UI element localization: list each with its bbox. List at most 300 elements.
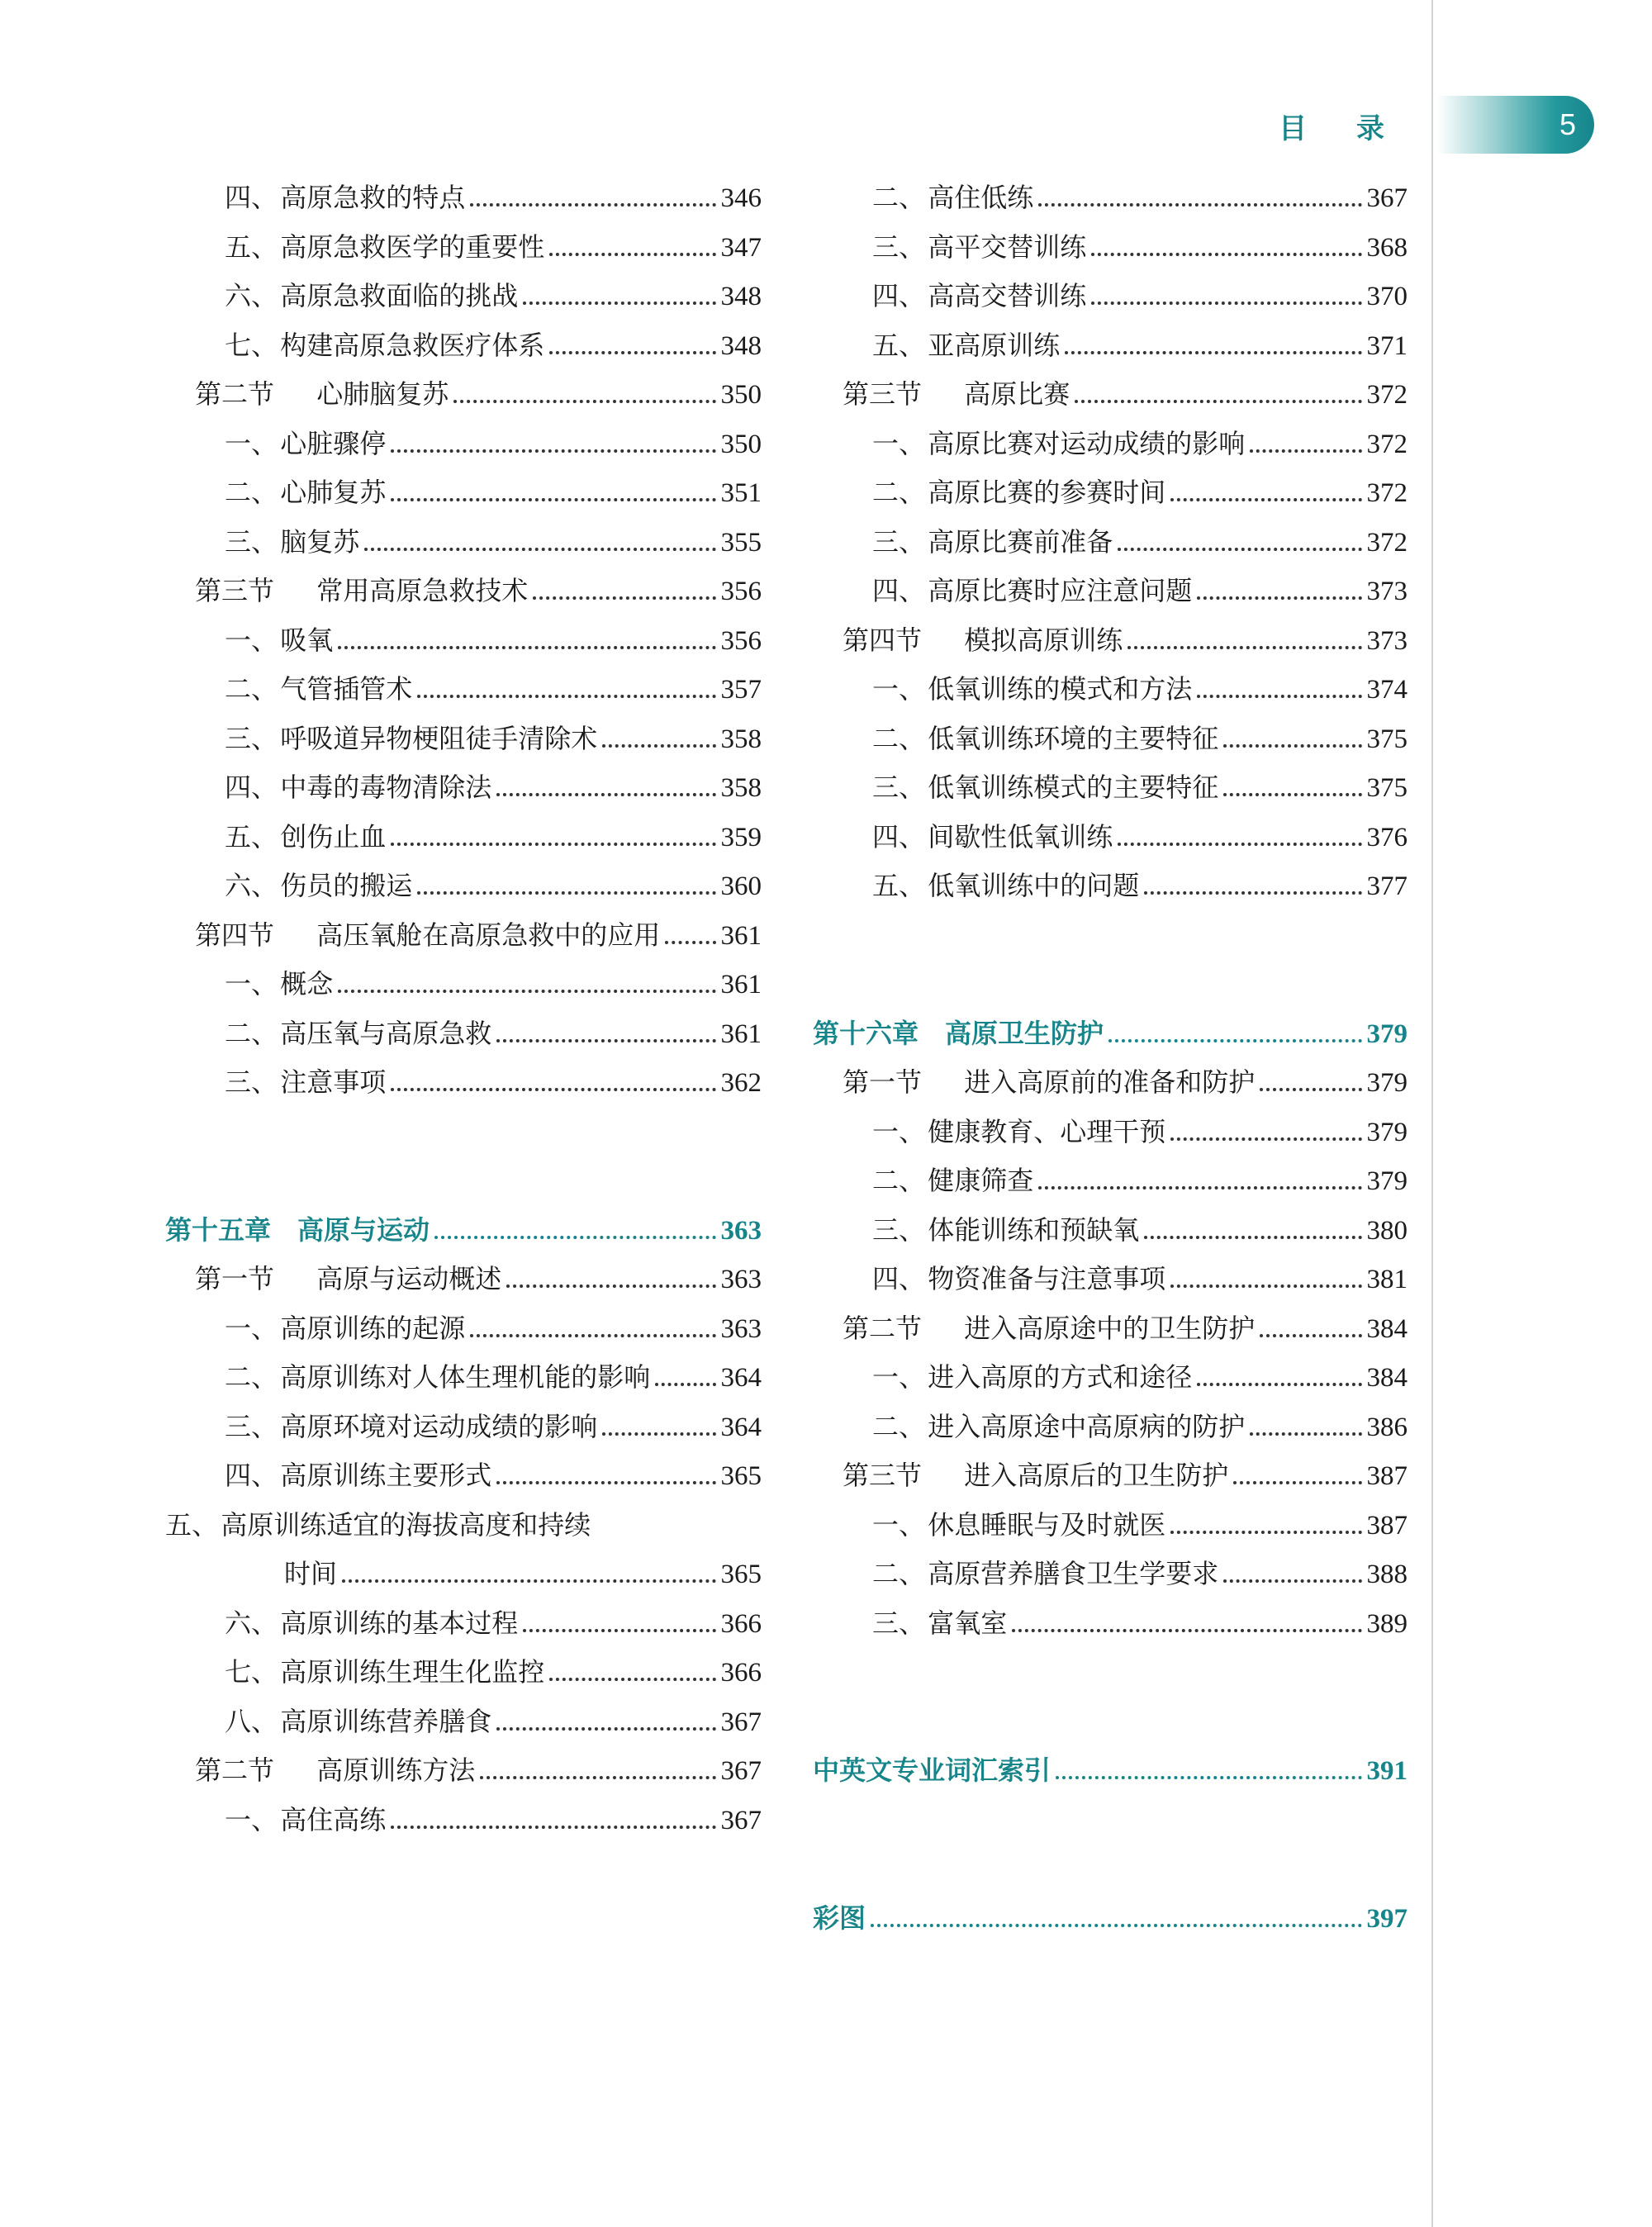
toc-entry-number: 三、 [872, 1607, 926, 1639]
toc-entry-page: 363 [720, 1265, 762, 1294]
toc-entry-page: 376 [1366, 822, 1408, 852]
toc-section-entry[interactable] [165, 370, 762, 420]
toc-entry-number: 第二节 [843, 1312, 923, 1344]
toc-entry-number: 四、 [872, 1263, 926, 1294]
toc-entry-title: 低氧训练模式的主要特征 [928, 772, 1219, 803]
toc-entry-page: 361 [720, 920, 762, 951]
toc-item-entry[interactable] [813, 1501, 1408, 1550]
toc-entry-page: 358 [720, 773, 762, 803]
dot-leader [1056, 1776, 1361, 1779]
toc-item-entry[interactable] [165, 1501, 762, 1550]
toc-entry-page: 361 [720, 1019, 762, 1049]
toc-section-entry[interactable] [813, 1451, 1408, 1501]
toc-entry-page: 386 [1366, 1412, 1408, 1442]
toc-entry-page: 397 [1366, 1903, 1408, 1934]
toc-item-entry[interactable] [165, 665, 762, 715]
toc-entry-page: 373 [1366, 577, 1408, 606]
page-number-tab [1437, 96, 1594, 154]
toc-entry-page: 364 [720, 1363, 762, 1393]
dot-leader [1170, 498, 1361, 501]
dot-leader [434, 1236, 715, 1239]
dot-leader [496, 1727, 715, 1731]
dot-leader [1144, 1236, 1361, 1239]
toc-item-entry[interactable] [813, 468, 1408, 518]
toc-item-entry[interactable] [813, 1255, 1408, 1304]
toc-entry-page: 365 [720, 1461, 762, 1491]
toc-entry-number: 四、 [872, 820, 926, 852]
dot-leader [1170, 1137, 1361, 1141]
toc-entry-title: 高原比赛时应注意问题 [928, 575, 1193, 606]
toc-entry-page: 366 [720, 1608, 762, 1639]
dot-leader [549, 351, 715, 354]
toc-entry-page: 372 [1366, 380, 1408, 410]
toc-entry-title: 进入高原前的准备和防护 [964, 1066, 1256, 1098]
dot-leader [1091, 302, 1361, 305]
dot-leader [453, 400, 715, 403]
toc-entry-page: 361 [720, 970, 762, 1000]
toc-entry-page: 389 [1366, 1608, 1408, 1639]
toc-entry-page: 375 [1366, 773, 1408, 803]
toc-entry-number: 第二节 [195, 378, 275, 410]
toc-item-entry[interactable] [165, 1009, 762, 1059]
toc-entry-number: 二、 [225, 673, 278, 705]
dot-leader [391, 1088, 715, 1091]
margin-rule [1431, 0, 1433, 2227]
toc-entry-number: 七、 [225, 329, 278, 361]
toc-entry-number: 第四节 [843, 624, 923, 656]
toc-entry-number: 第三节 [843, 378, 923, 410]
toc-item-entry[interactable] [813, 223, 1408, 273]
toc-entry-page: 355 [720, 527, 762, 558]
toc-entry-number: 二、 [225, 477, 278, 508]
toc-entry-page: 347 [720, 232, 762, 263]
dot-leader [338, 646, 715, 649]
dot-leader [1250, 449, 1361, 453]
toc-entry-title: 高原卫生防护 [945, 1017, 1104, 1049]
toc-entry-page: 356 [720, 577, 762, 606]
toc-entry-title: 高住低练 [928, 182, 1034, 213]
toc-entry-title: 中毒的毒物清除法 [280, 772, 492, 803]
toc-entry-title: 健康教育、心理干预 [928, 1115, 1166, 1147]
toc-entry-title: 物资准备与注意事项 [928, 1263, 1166, 1294]
dot-leader [364, 548, 715, 551]
dot-leader [1170, 1531, 1361, 1534]
toc-chapter-entry[interactable] [813, 1746, 1408, 1796]
toc-item-entry[interactable] [813, 1403, 1408, 1452]
toc-entry-title: 高原营养膳食卫生学要求 [928, 1558, 1219, 1589]
toc-section-entry[interactable] [813, 1058, 1408, 1108]
toc-item-entry[interactable] [813, 272, 1408, 321]
toc-entry-number: 一、 [872, 1508, 926, 1541]
dot-leader [496, 793, 715, 796]
toc-entry-page: 372 [1366, 527, 1408, 558]
toc-spacer [813, 1648, 1408, 1746]
toc-item-entry[interactable] [165, 272, 762, 321]
toc-entry-page: 359 [720, 822, 762, 852]
dot-leader [523, 1629, 715, 1632]
toc-entry-title: 高原比赛的参赛时间 [928, 477, 1166, 508]
toc-entry-title: 进入高原途中的卫生防护 [964, 1312, 1256, 1344]
toc-entry-page: 350 [720, 380, 762, 410]
toc-entry-number: 三、 [225, 1066, 278, 1098]
toc-entry-number: 一、 [225, 1803, 278, 1835]
toc-entry-number: 二、 [225, 1361, 278, 1393]
toc-entry-number: 二、 [872, 182, 926, 213]
running-header-title: 目 录 [1279, 112, 1404, 145]
toc-entry-title: 高高交替训练 [928, 280, 1087, 311]
dot-leader [1197, 695, 1361, 698]
toc-entry-title: 高压氧与高原急救 [280, 1017, 492, 1049]
toc-entry-page: 350 [720, 429, 762, 459]
toc-entry-number: 四、 [225, 772, 278, 803]
toc-entry-page: 381 [1366, 1265, 1408, 1294]
dot-leader [1012, 1629, 1361, 1632]
toc-entry-page: 346 [720, 183, 762, 213]
toc-entry-title: 伤员的搬运 [280, 870, 413, 901]
toc-entry-number: 四、 [225, 1460, 278, 1491]
toc-entry-number: 三、 [872, 525, 926, 558]
toc-entry-page: 391 [1366, 1756, 1408, 1786]
dot-leader [338, 990, 715, 993]
toc-entry-number: 一、 [872, 427, 926, 459]
toc-entry-title: 脑复苏 [280, 525, 360, 558]
toc-item-entry[interactable] [165, 1698, 762, 1747]
toc-entry-number: 三、 [872, 1213, 926, 1246]
toc-entry-number: 二、 [872, 1165, 926, 1196]
toc-entry-page: 387 [1366, 1510, 1408, 1541]
toc-entry-page: 379 [1366, 1117, 1408, 1147]
toc-chapter-entry[interactable] [813, 1894, 1408, 1944]
toc-entry-page: 370 [1366, 282, 1408, 311]
toc-item-entry[interactable] [165, 321, 762, 371]
dot-leader [391, 1826, 715, 1829]
dot-leader [391, 498, 715, 501]
toc-entry-number: 二、 [225, 1017, 278, 1049]
dot-leader [1144, 891, 1361, 895]
toc-item-entry[interactable] [165, 1451, 762, 1501]
toc-item-entry[interactable] [813, 1353, 1408, 1403]
toc-item-entry[interactable] [813, 1108, 1408, 1157]
toc-item-entry[interactable] [813, 1599, 1408, 1649]
dot-leader [533, 596, 715, 600]
toc-item-entry[interactable] [813, 518, 1408, 567]
toc-item-entry[interactable] [813, 321, 1408, 371]
toc-entry-title: 高原比赛对运动成绩的影响 [928, 427, 1246, 459]
dot-leader [470, 1334, 715, 1337]
toc-entry-number: 六、 [225, 870, 278, 901]
toc-item-entry[interactable] [813, 813, 1408, 862]
toc-item-entry[interactable] [813, 862, 1408, 911]
toc-entry-page: 367 [1366, 183, 1408, 213]
toc-entry-title: 高原训练生理生化监控 [280, 1656, 545, 1688]
toc-entry-title: 呼吸道异物梗阻徒手清除术 [280, 722, 598, 754]
toc-item-entry[interactable] [165, 1796, 762, 1845]
toc-item-entry[interactable] [165, 862, 762, 911]
toc-entry-title: 低氧训练的模式和方法 [928, 673, 1193, 705]
toc-column-right [813, 173, 1408, 1943]
toc-entry-number: 八、 [225, 1705, 278, 1737]
toc-entry-page: 384 [1366, 1363, 1408, 1393]
toc-entry-page: 367 [720, 1756, 762, 1786]
toc-entry-number: 五、 [225, 820, 278, 852]
toc-spacer [813, 1796, 1408, 1894]
dot-leader [549, 1678, 715, 1681]
dot-leader [391, 843, 715, 846]
dot-leader [1223, 793, 1361, 796]
toc-entry-page: 377 [1366, 871, 1408, 901]
toc-entry-page: 373 [1366, 625, 1408, 656]
toc-entry-page: 367 [720, 1707, 762, 1737]
toc-section-entry[interactable] [165, 911, 762, 961]
toc-entry-title: 高平交替训练 [928, 230, 1087, 263]
toc-entry-page: 380 [1366, 1215, 1408, 1246]
toc-item-entry[interactable] [165, 1648, 762, 1698]
dot-leader [470, 203, 715, 207]
toc-item-entry[interactable] [165, 715, 762, 764]
toc-entry-number: 三、 [872, 230, 926, 263]
toc-entry-title: 进入高原后的卫生防护 [964, 1460, 1229, 1491]
toc-entry-title: 心脏骤停 [280, 427, 387, 459]
toc-entry-number: 第一节 [195, 1263, 275, 1294]
toc-spacer [165, 1108, 762, 1206]
dot-leader [417, 891, 715, 895]
toc-entry-title: 注意事项 [280, 1066, 387, 1098]
toc-item-entry[interactable] [165, 763, 762, 813]
toc-entry-number: 二、 [872, 477, 926, 508]
toc-entry-page: 379 [1366, 1166, 1408, 1196]
toc-section-entry[interactable] [813, 370, 1408, 420]
toc-section-entry[interactable] [813, 1304, 1408, 1354]
toc-entry-title: 高原与运动概述 [316, 1263, 502, 1294]
toc-item-entry[interactable] [165, 1058, 762, 1108]
toc-entry-number: 一、 [872, 1361, 926, 1393]
toc-entry-title: 中英文专业词汇索引 [813, 1755, 1051, 1786]
dot-leader [1075, 400, 1361, 403]
toc-entry-title: 高原环境对运动成绩的影响 [280, 1410, 598, 1442]
toc-entry-number: 六、 [225, 1607, 278, 1639]
toc-entry-number: 四、 [872, 575, 926, 606]
dot-leader [1038, 203, 1361, 207]
dot-leader [1260, 1334, 1361, 1337]
dot-leader [496, 1481, 715, 1484]
toc-item-entry[interactable] [813, 1206, 1408, 1256]
toc-entry-page: 388 [1366, 1560, 1408, 1589]
toc-item-entry[interactable] [813, 420, 1408, 469]
toc-entry-page: 379 [1366, 1068, 1408, 1098]
toc-entry-title: 创伤止血 [280, 820, 387, 852]
toc-entry-title: 心肺脑复苏 [316, 378, 449, 410]
toc-entry-page: 360 [720, 871, 762, 901]
toc-entry-number: 七、 [225, 1656, 278, 1688]
dot-leader [1233, 1481, 1361, 1484]
dot-leader [342, 1579, 715, 1583]
toc-item-entry[interactable] [813, 763, 1408, 813]
toc-entry-page: 387 [1366, 1461, 1408, 1491]
toc-entry-page: 368 [1366, 232, 1408, 263]
toc-entry-page: 365 [720, 1560, 762, 1589]
dot-leader [1223, 744, 1361, 748]
toc-entry-title: 彩图 [813, 1902, 866, 1934]
toc-entry-title: 低氧训练环境的主要特征 [928, 722, 1219, 754]
toc-entry-number: 一、 [225, 427, 278, 459]
toc-entry-number: 一、 [872, 1115, 926, 1147]
dot-leader [1260, 1088, 1361, 1091]
dot-leader [391, 449, 715, 453]
toc-entry-number: 三、 [872, 772, 926, 803]
toc-entry-number: 一、 [225, 1312, 278, 1344]
toc-entry-title: 低氧训练中的问题 [928, 870, 1140, 901]
toc-item-entry[interactable] [165, 1304, 762, 1354]
toc-entry-page: 362 [720, 1068, 762, 1098]
toc-item-entry[interactable] [813, 715, 1408, 764]
toc-entry-title: 常用高原急救技术 [316, 575, 529, 606]
toc-item-entry[interactable] [813, 1550, 1408, 1599]
dot-leader [1118, 843, 1361, 846]
toc-entry-title: 体能训练和预缺氧 [928, 1213, 1140, 1246]
dot-leader [655, 1383, 715, 1386]
toc-entry-page: 372 [1366, 429, 1408, 459]
toc-entry-page: 348 [720, 282, 762, 311]
toc-item-entry[interactable] [813, 665, 1408, 715]
dot-leader [1127, 646, 1361, 649]
toc-item-entry[interactable] [165, 420, 762, 469]
toc-entry-page: 348 [720, 330, 762, 361]
dot-leader [665, 941, 715, 944]
toc-section-entry[interactable] [813, 616, 1408, 666]
toc-entry-number: 四、 [872, 280, 926, 311]
toc-entry-number: 四、 [225, 182, 278, 213]
toc-entry-title: 高原比赛 [964, 378, 1070, 410]
toc-section-entry[interactable] [165, 567, 762, 616]
dot-leader [1197, 1383, 1361, 1386]
toc-entry-number: 三、 [225, 722, 278, 754]
toc-entry-page: 371 [1366, 330, 1408, 361]
toc-entry-number: 第三节 [195, 575, 275, 606]
dot-leader [1108, 1039, 1361, 1042]
dot-leader [523, 302, 715, 305]
toc-entry-page: 358 [720, 724, 762, 754]
dot-leader [1223, 1579, 1361, 1583]
toc-item-entry[interactable] [813, 567, 1408, 616]
toc-entry-number: 三、 [225, 525, 278, 558]
toc-item-entry[interactable] [165, 468, 762, 518]
toc-entry-number: 五、 [872, 870, 926, 901]
toc-entry-title: 高原比赛前准备 [928, 525, 1113, 558]
toc-section-entry[interactable] [165, 1255, 762, 1304]
toc-section-entry[interactable] [165, 1746, 762, 1796]
toc-entry-title: 概念 [280, 968, 334, 1000]
toc-entry-number: 三、 [225, 1410, 278, 1442]
toc-entry-title: 吸氧 [280, 624, 334, 656]
toc-entry-title: 高压氧舱在高原急救中的应用 [316, 919, 661, 951]
toc-entry-page: 356 [720, 625, 762, 656]
toc-entry-title: 心肺复苏 [280, 477, 387, 508]
toc-entry-title: 构建高原急救医疗体系 [280, 329, 545, 361]
toc-item-entry[interactable] [165, 1403, 762, 1452]
toc-entry-title: 高原与运动 [297, 1213, 430, 1246]
dot-leader [1197, 596, 1361, 600]
toc-entry-page: 372 [1366, 478, 1408, 508]
toc-entry-title: 高原训练方法 [316, 1755, 476, 1786]
toc-chapter-entry[interactable] [813, 1009, 1408, 1059]
toc-item-entry[interactable] [165, 1599, 762, 1649]
toc-item-entry[interactable] [813, 1156, 1408, 1206]
toc-item-entry[interactable] [165, 616, 762, 666]
toc-entry-number: 二、 [872, 1410, 926, 1442]
toc-entry-page: 363 [720, 1215, 762, 1246]
toc-entry-title: 进入高原途中高原病的防护 [928, 1410, 1246, 1442]
toc-entry-title: 高原训练适宜的海拔高度和持续 [221, 1508, 591, 1541]
toc-entry-title: 健康筛查 [928, 1165, 1034, 1196]
dot-leader [549, 253, 715, 256]
toc-entry-page: 379 [1366, 1019, 1408, 1049]
toc-entry-title: 高原训练营养膳食 [280, 1705, 492, 1737]
toc-item-entry[interactable] [165, 173, 762, 223]
toc-entry-title: 休息睡眠与及时就医 [928, 1508, 1166, 1541]
dot-leader [1091, 253, 1361, 256]
toc-item-entry[interactable] [165, 960, 762, 1009]
toc-item-entry[interactable] [165, 1550, 762, 1599]
toc-item-entry[interactable] [813, 173, 1408, 223]
toc-entry-number: 一、 [225, 968, 278, 1000]
toc-entry-title: 高原急救医学的重要性 [280, 230, 545, 263]
toc-entry-title: 高原急救的特点 [280, 182, 466, 213]
dot-leader [506, 1284, 715, 1288]
dot-leader [1118, 548, 1361, 551]
toc-entry-number: 第十五章 [165, 1213, 272, 1246]
dot-leader [480, 1776, 715, 1779]
toc-spacer [813, 911, 1408, 1009]
dot-leader [1038, 1186, 1361, 1189]
toc-entry-page: 357 [720, 675, 762, 705]
toc-entry-title: 进入高原的方式和途径 [928, 1361, 1193, 1393]
toc-entry-page: 366 [720, 1658, 762, 1688]
toc-entry-title: 高原训练对人体生理机能的影响 [280, 1361, 651, 1393]
toc-entry-number: 第一节 [843, 1066, 923, 1098]
dot-leader [417, 695, 715, 698]
toc-entry-number: 一、 [872, 673, 926, 705]
toc-column-left [165, 173, 762, 1845]
toc-item-entry[interactable] [165, 1353, 762, 1403]
dot-leader [602, 1432, 715, 1436]
toc-entry-page: 363 [720, 1313, 762, 1344]
toc-chapter-entry[interactable] [165, 1206, 762, 1256]
page-number: 5 [1559, 107, 1576, 141]
toc-item-entry[interactable] [165, 813, 762, 862]
toc-entry-number: 第二节 [195, 1755, 275, 1786]
toc-entry-title: 间歇性低氧训练 [928, 820, 1113, 852]
toc-item-entry[interactable] [165, 223, 762, 273]
toc-entry-page: 375 [1366, 724, 1408, 754]
toc-entry-number: 五、 [165, 1508, 219, 1541]
toc-entry-title: 气管插管术 [280, 673, 413, 705]
toc-entry-page: 384 [1366, 1313, 1408, 1344]
dot-leader [1065, 351, 1361, 354]
toc-entry-title: 亚高原训练 [928, 329, 1061, 361]
toc-entry-number: 第十六章 [813, 1017, 919, 1049]
toc-entry-page: 351 [720, 478, 762, 508]
toc-entry-title: 高原训练主要形式 [280, 1460, 492, 1491]
toc-entry-title: 高住高练 [280, 1803, 387, 1835]
dot-leader [871, 1924, 1361, 1927]
dot-leader [496, 1039, 715, 1042]
dot-leader [602, 744, 715, 748]
toc-entry-title: 高原训练的基本过程 [280, 1607, 519, 1639]
toc-item-entry[interactable] [165, 518, 762, 567]
toc-entry-page: 374 [1366, 675, 1408, 705]
toc-entry-title: 时间 [284, 1558, 338, 1589]
toc-entry-page: 367 [720, 1805, 762, 1835]
